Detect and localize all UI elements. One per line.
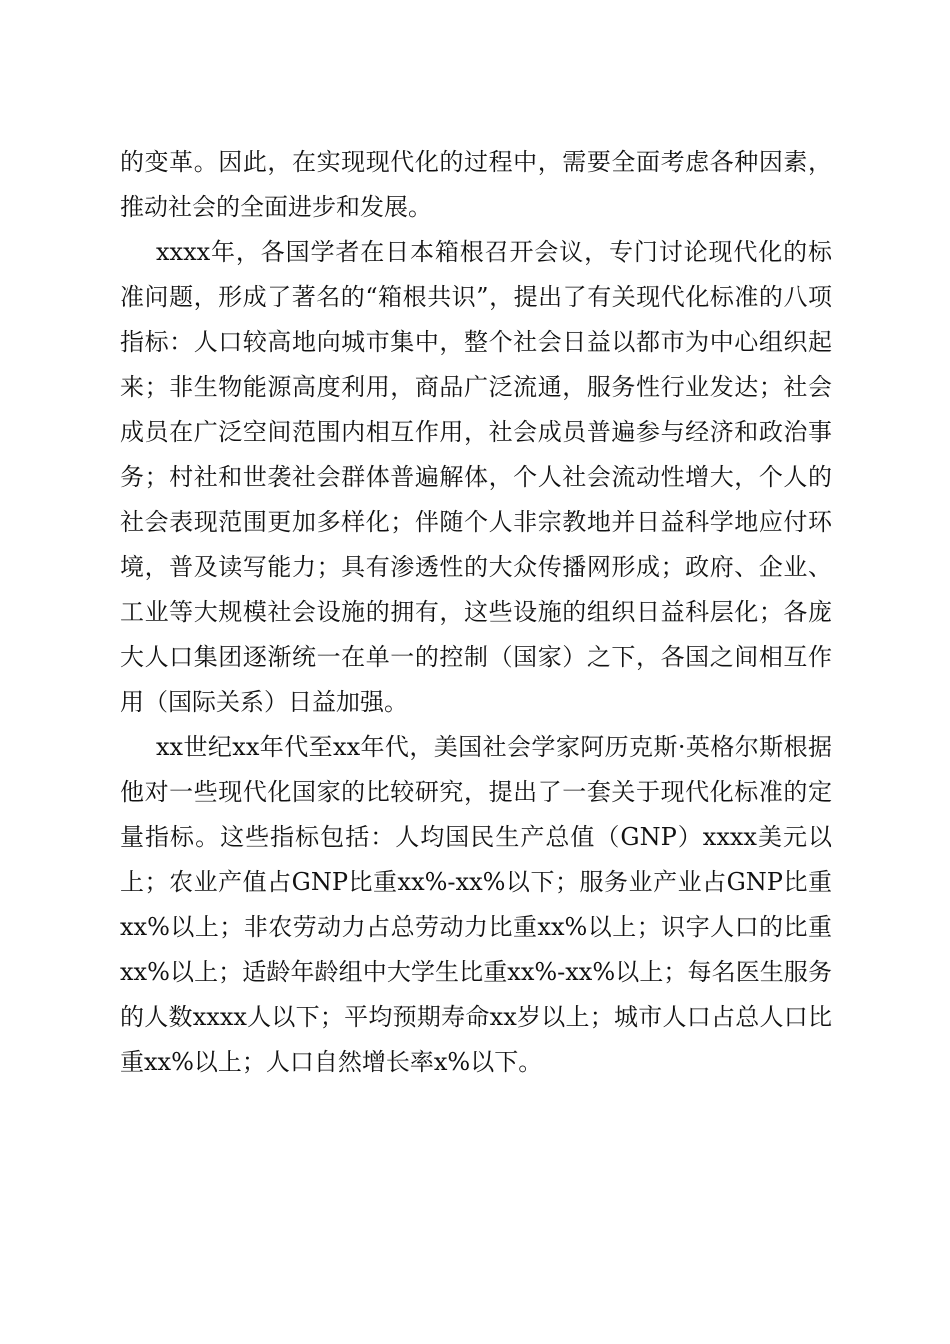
document-body xyxy=(120,140,832,1085)
paragraph-hakone-consensus: xxxx年，各国学者在日本箱根召开会议，专门讨论现代化的标准问题，形成了著名的“箱根共识”，提出了有关现代化标准的八项指标：人口较高地向城市集中，整个社会日益以都市为中心组织起来；非生物能源高度利用，商品广泛流通，服务性行业发达；社会成员在广泛空间范围内相互作用，社会成员普遍参与经济和政治事务；村社和世袭社会群体普遍解体，个人社会流动性增大，个人的社会表现范围更加多样化；伴随个人非宗教地并日益科学地应付环境，普及读写能力；具有渗透性的大众传播网形成；政府、企业、工业等大规模社会设施的拥有，这些设施的组织日益科层化；各庞大人口集团逐渐统一在单一的控制（国家）之下，各国之间相互作用（国际关系）日益加强。 xyxy=(120,238,832,716)
paragraph-inkeles-indicators: xx世纪xx年代至xx年代，美国社会学家阿历克斯·英格尔斯根据他对一些现代化国家的比较研究，提出了一套关于现代化标准的定量指标。这些指标包括：人均国民生产总值（GNP）xxxx美元以上；农业产值占GNP比重xx%-xx%以下；服务业产业占GNP比重xx%以上；非农劳动力占总劳动力比重xx%以上；识字人口的比重xx%以上；适龄年龄组中大学生比重xx%-xx%以上；每名医生服务的人数xxxx人以下；平均预期寿命xx岁以上；城市人口占总人口比重xx%以上；人口自然增长率x%以下。 xyxy=(120,733,832,1076)
paragraph-continuation: 的变革。因此，在实现现代化的过程中，需要全面考虑各种因素，推动社会的全面进步和发展。 xyxy=(120,148,832,221)
